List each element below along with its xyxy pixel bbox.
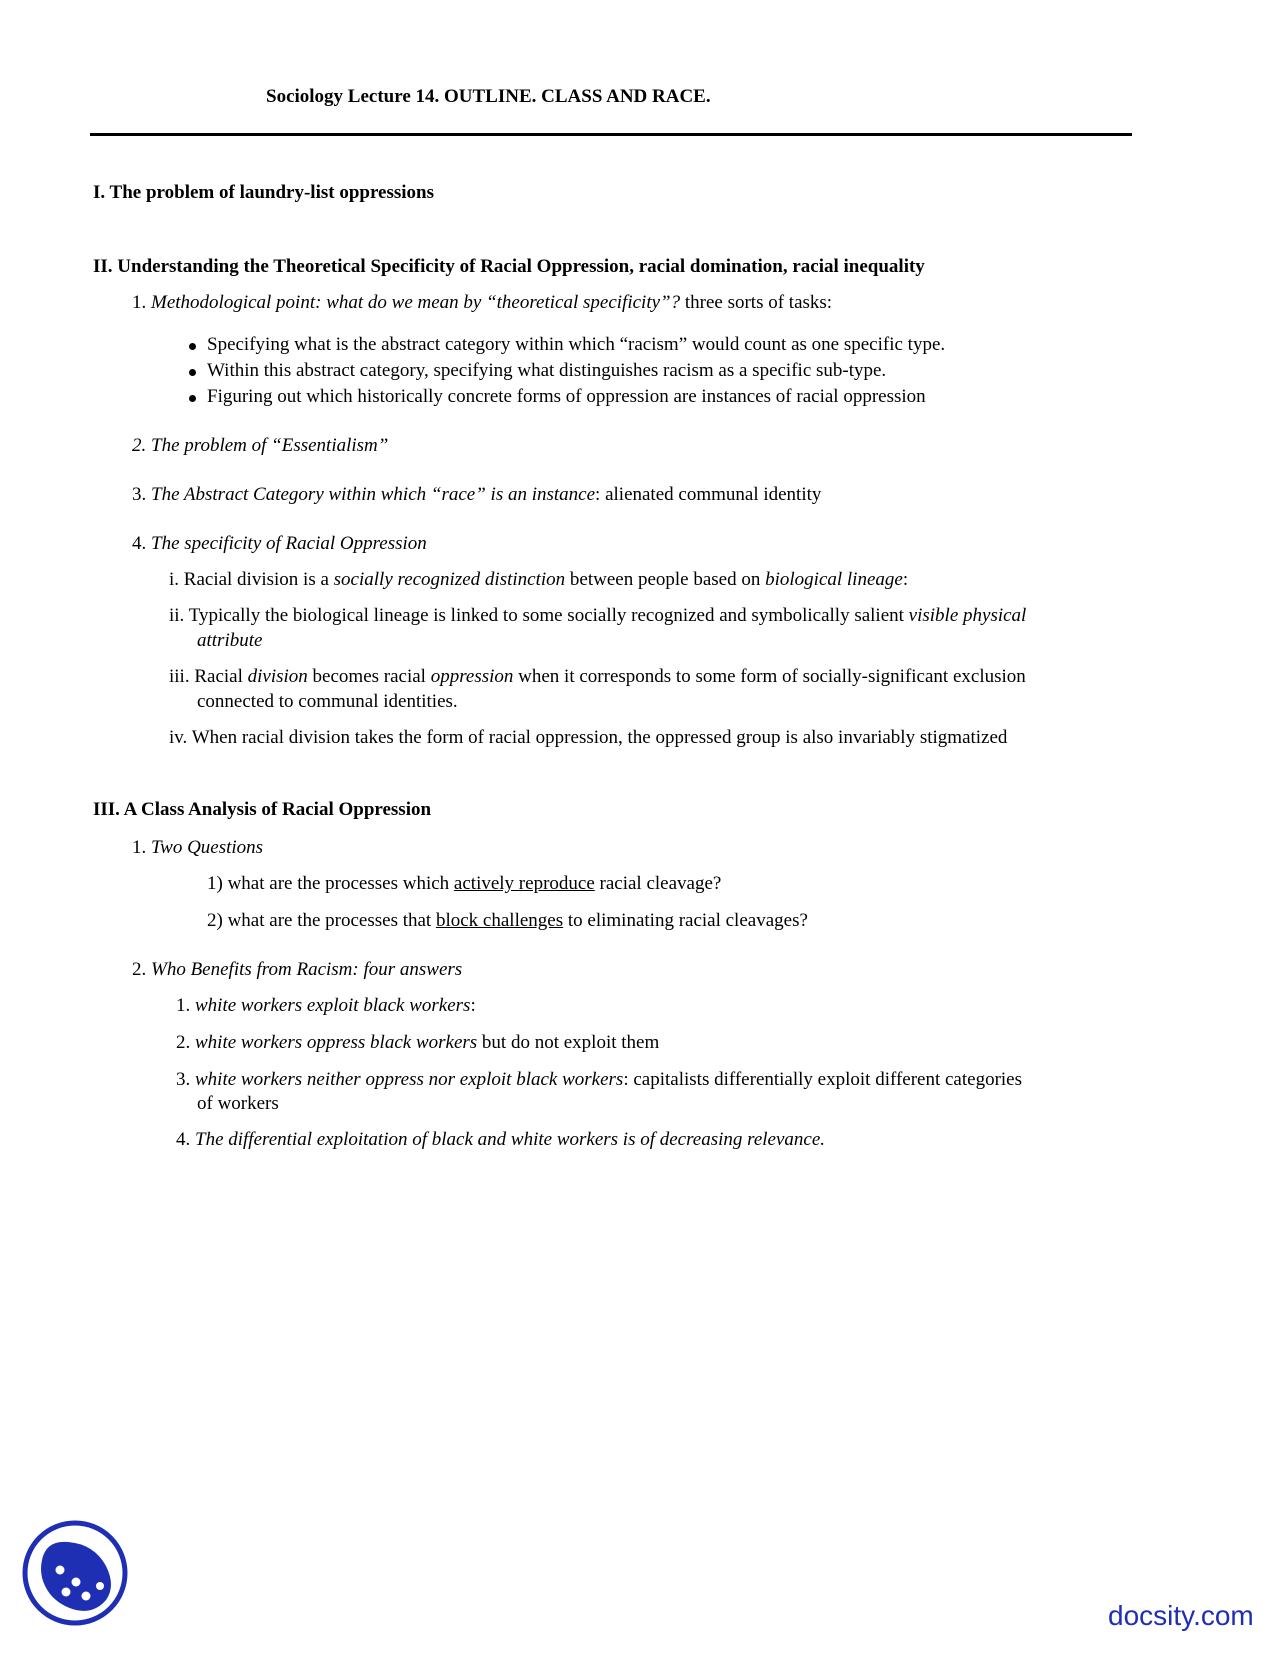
bullet-item: Within this abstract category, specifying what distinguishes racism as a specific sub-type. (207, 360, 887, 381)
docsity-logo-icon (20, 1518, 130, 1628)
bullet-item: Specifying what is the abstract category within which “racism” would count as one specific type. (207, 334, 946, 355)
list-item: 2. Who Benefits from Racism: four answers (132, 959, 463, 980)
list-item: 1. Methodological point: what do we mean by “theoretical specificity”? three sorts of tasks: (132, 292, 833, 313)
bullet-item: Figuring out which historically concrete forms of oppression are instances of racial oppression (207, 386, 926, 407)
title-rule (90, 133, 1132, 136)
document-title: Sociology Lecture 14. OUTLINE. CLASS AND RACE. (266, 86, 711, 107)
section-heading-2: II. Understanding the Theoretical Specificity of Racial Oppression, racial domination, racial inequality (93, 256, 925, 277)
answer-item: 2. white workers oppress black workers but do not exploit them (176, 1032, 660, 1053)
sub-item: iii. Racial division becomes racial oppression when it corresponds to some form of socially-significant exclusion (169, 666, 1026, 687)
answer-item: 3. white workers neither oppress nor exploit black workers: capitalists differentially exploit different categories (176, 1069, 1023, 1090)
docsity-brand-link[interactable]: docsity.com (1108, 1600, 1254, 1631)
answer-item: 1. white workers exploit black workers: (176, 995, 476, 1016)
bullet-icon (189, 395, 196, 402)
sub-item: iv. When racial division takes the form of racial oppression, the oppressed group is also invariably stigmatized (169, 727, 1008, 748)
answer-item-continuation: of workers (197, 1093, 279, 1114)
section-heading-3: III. A Class Analysis of Racial Oppression (93, 799, 432, 820)
answer-item: 4. The differential exploitation of black and white workers is of decreasing relevance. (176, 1129, 826, 1150)
section-heading-1: I. The problem of laundry-list oppressions (93, 182, 435, 203)
list-item: 3. The Abstract Category within which “race” is an instance: alienated communal identity (132, 484, 822, 505)
sub-item: i. Racial division is a socially recognized distinction between people based on biological lineage: (169, 569, 909, 590)
sub-item: ii. Typically the biological lineage is linked to some socially recognized and symbolically salient visible physical (169, 605, 1027, 626)
sub-item-continuation: attribute (197, 630, 263, 651)
question-item: 1) what are the processes which actively reproduce racial cleavage? (207, 873, 722, 894)
list-item: 2. The problem of “Essentialism” (132, 435, 389, 456)
list-item: 4. The specificity of Racial Oppression (132, 533, 427, 554)
bullet-icon (189, 343, 196, 350)
list-item: 1. Two Questions (132, 837, 264, 858)
question-item: 2) what are the processes that block challenges to eliminating racial cleavages? (207, 910, 808, 931)
sub-item-continuation: connected to communal identities. (197, 691, 458, 712)
bullet-icon (189, 369, 196, 376)
